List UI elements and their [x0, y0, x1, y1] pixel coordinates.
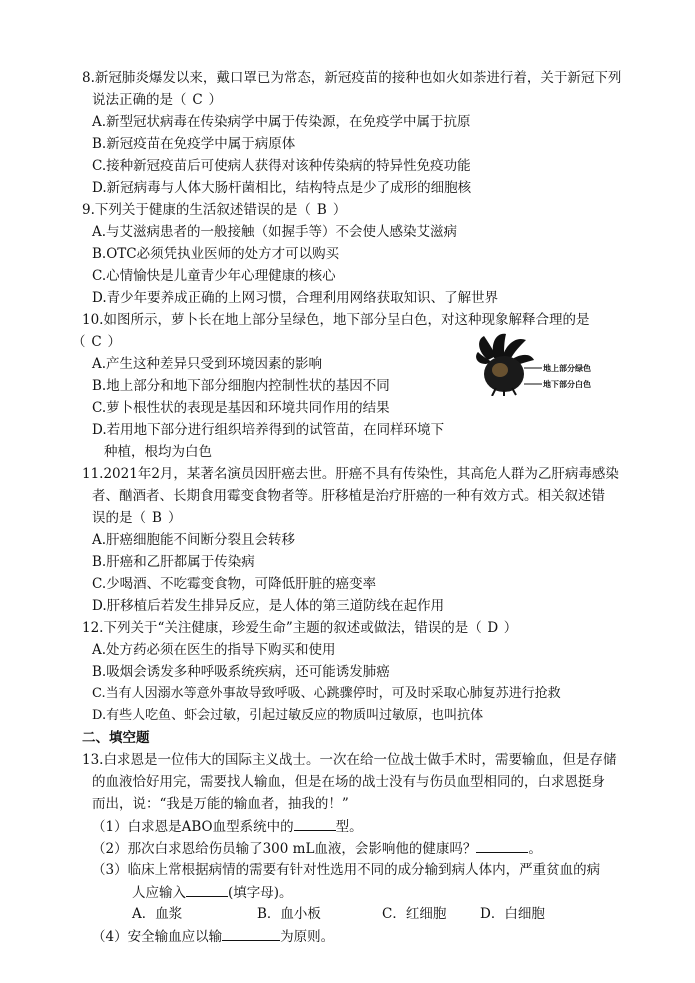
q13-sub3-line1: （3）临床上常根据病情的需要有针对性选用不同的成分输到病人体内，严重贫血的病 — [92, 862, 601, 878]
q9-option-a: A.与艾滋病患者的一般接触（如握手等）不会使人感染艾滋病 — [92, 224, 458, 240]
q9-stem — [82, 200, 346, 220]
q12-option-c: C.当有人因溺水等意外事故导致呼吸、心跳骤停时，可及时采取心肺复苏进行抢救 — [92, 686, 561, 701]
q13-sub3-prefix: 人应输入 — [132, 885, 186, 901]
q12-stem-prefix: 12.下列关于“关注健康，珍爱生命”主题的叙述或做法，错误的是（ — [82, 620, 482, 636]
q9-option-c: C.心情愉快是儿童青少年心理健康的核心 — [92, 268, 336, 284]
q13-stem-line1: 13.白求恩是一位伟大的国际主义战士。一次在给一位战士做手术时，需要输血，但是存储 — [82, 752, 617, 768]
q10-option-b: B.地上部分和地下部分细胞内控制性状的基因不同 — [92, 378, 390, 394]
q12-stem-suffix: ） — [503, 620, 518, 636]
q13-sub4 — [92, 926, 334, 947]
q13-sub3-option-d: D．白细胞 — [480, 906, 545, 922]
q11-stem-line3 — [92, 508, 182, 528]
q13-sub3-option-c: C．红细胞 — [382, 906, 447, 922]
q13-sub1-blank[interactable] — [294, 816, 336, 831]
q8-answer: C — [192, 92, 203, 108]
radish-figure — [474, 330, 604, 396]
q10-stem-suffix: ） — [107, 334, 121, 350]
q13-sub3-options — [132, 904, 545, 924]
q13-sub3-option-a: A．血浆 — [132, 906, 183, 922]
figure-label-bottom: 地下部分白色 — [543, 380, 591, 389]
q13-sub2-blank[interactable] — [476, 838, 528, 853]
q8-option-a: A.新型冠状病毒在传染病学中属于传染源，在免疫学中属于抗原 — [92, 114, 471, 130]
q8-option-b: B.新冠疫苗在免疫学中属于病原体 — [92, 136, 296, 152]
q9-answer: B — [316, 202, 327, 218]
q8-stem-prefix: 说法正确的是（ — [92, 92, 187, 108]
q13-sub3-option-b: B．血小板 — [257, 906, 321, 922]
q8-option-c: C.接种新冠疫苗后可使病人获得对该种传染病的特异性免疫功能 — [92, 158, 471, 174]
q13-sub4-suffix: 为原则。 — [280, 929, 335, 945]
q9-option-d: D.青少年要养成正确的上网习惯，合理利用网络获取知识、了解世界 — [92, 290, 499, 306]
q11-option-c: C.少喝酒、不吃霉变食物，可降低肝脏的癌变率 — [92, 576, 377, 592]
q12-option-b: B.吸烟会诱发多种呼吸系统疾病，还可能诱发肺癌 — [92, 664, 390, 680]
q10-stem-prefix: （ — [72, 334, 86, 350]
q9-stem-suffix: ） — [332, 202, 347, 218]
q12-option-a: A.处方药必须在医生的指导下购买和使用 — [92, 642, 336, 658]
q13-sub2 — [92, 838, 542, 859]
q13-sub3-suffix: (填字母)。 — [228, 885, 293, 901]
q11-stem-suffix: ） — [168, 510, 182, 526]
q13-sub1 — [92, 816, 363, 837]
q8-stem-line1: 8.新冠肺炎爆发以来，戴口罩已为常态，新冠疫苗的接种也如火如荼进行着，关于新冠下列 — [82, 70, 622, 86]
q11-answer: B — [152, 510, 162, 526]
q10-option-d-continued: 种植，根均为白色 — [104, 444, 212, 460]
q10-stem-line1: 10.如图所示，萝卜长在地上部分呈绿色，地下部分呈白色，对这种现象解释合理的是 — [82, 312, 590, 328]
q11-stem-line2: 者、酗酒者、长期食用霉变食物者等。肝移植是治疗肝癌的一种有效方式。相关叙述错 — [92, 488, 605, 504]
q13-stem-line3: 而出，说：“我是万能的输血者，抽我的！” — [92, 796, 349, 812]
q13-sub2-prefix: （2）那次白求恩给伤员输了300 mL血液，会影响他的健康吗？ — [92, 841, 477, 857]
q8-option-d: D.新冠病毒与人体大肠杆菌相比，结构特点是少了成形的细胞核 — [92, 180, 472, 196]
q11-option-b: B.肝癌和乙肝都属于传染病 — [92, 554, 255, 570]
q13-sub1-suffix: 型。 — [335, 819, 363, 835]
q13-sub3-line2 — [132, 882, 293, 903]
q10-option-a: A.产生这种差异只受到环境因素的影响 — [92, 356, 323, 372]
q11-option-a: A.肝癌细胞能不间断分裂且会转移 — [92, 532, 296, 548]
q9-option-b: B.OTC必须凭执业医师的处方才可以购买 — [92, 246, 340, 262]
q8-stem-line2 — [92, 90, 222, 110]
radish-root-icon — [484, 356, 524, 396]
q10-stem-line2 — [72, 332, 121, 352]
section-heading-fill-in: 二、填空题 — [82, 730, 150, 746]
q11-stem-line1: 11.2021年2月，某著名演员因肝癌去世。肝癌不具有传染性，其高危人群为乙肝病毒感染 — [82, 466, 619, 482]
q13-sub2-suffix: 。 — [528, 841, 542, 857]
q12-stem — [82, 618, 517, 638]
q10-option-c: C.萝卜根性状的表现是基因和环境共同作用的结果 — [92, 400, 390, 416]
q13-stem-line2: 的血液恰好用完，需要找人输血，但是在场的战士没有与伤员血型相同的，白求恩挺身 — [92, 774, 605, 790]
q11-stem-prefix: 误的是（ — [92, 510, 146, 526]
q10-option-d: D.若用地下部分进行组织培养得到的试管苗，在同样环境下 — [92, 422, 445, 438]
q12-option-d: D.有些人吃鱼、虾会过敏，引起过敏反应的物质叫过敏原，也叫抗体 — [92, 708, 484, 723]
q11-option-d: D.肝移植后若发生排异反应，是人体的第三道防线在起作用 — [92, 598, 445, 614]
figure-label-top: 地上部分绿色 — [543, 364, 591, 373]
q8-stem-suffix: ） — [208, 92, 222, 108]
q13-sub4-blank[interactable] — [222, 926, 280, 941]
q13-sub3-blank[interactable] — [186, 882, 228, 897]
q9-stem-prefix: 9.下列关于健康的生活叙述错误的是（ — [82, 202, 311, 218]
q13-sub1-prefix: （1）白求恩是ABO血型系统中的 — [92, 819, 294, 835]
q13-sub4-prefix: （4）安全输血应以输 — [92, 929, 223, 945]
q12-answer: D — [487, 620, 499, 636]
q10-answer: C — [91, 334, 102, 350]
